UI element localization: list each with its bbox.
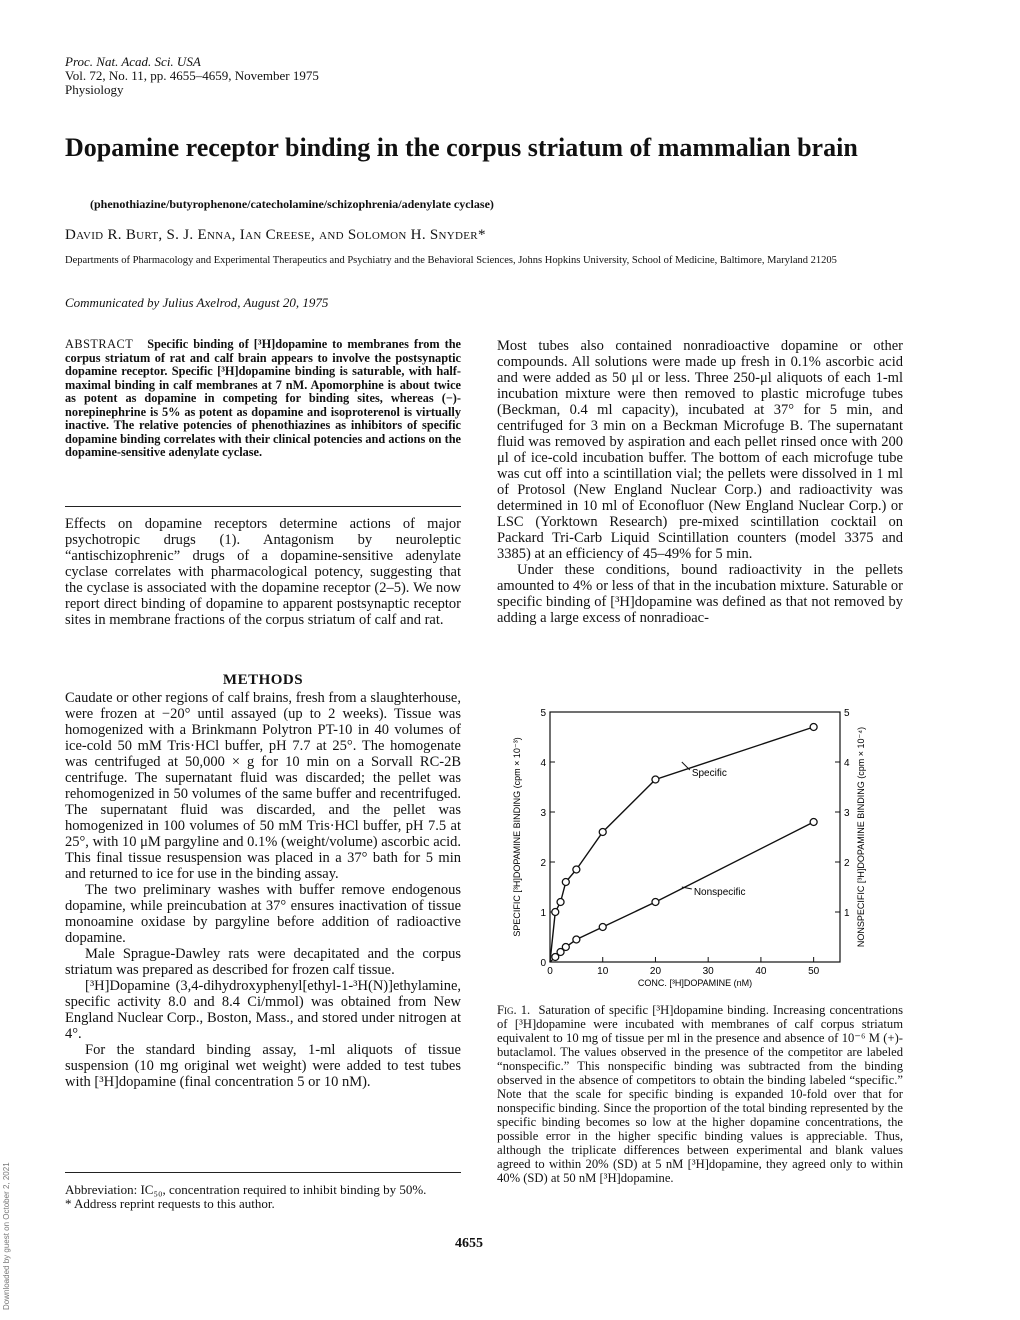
data-point bbox=[599, 924, 606, 931]
x-tick-label: 20 bbox=[649, 966, 662, 977]
methods-paragraph: For the standard binding assay, 1-ml aliquots of tissue suspension (10 mg original wet weight) were added to test tubes with [³H]dopamine (final concentration 5 or 10 nM). bbox=[65, 1042, 461, 1090]
methods-heading: METHODS bbox=[222, 672, 304, 688]
methods-paragraph: Caudate or other regions of calf brains, fresh from a slaughterhouse, were frozen at −20° until assayed (up to 2 weeks). Tissue was homogenized with a Brinkmann Polytron PT-10 in 40 volumes of ice-cold 50 mM Tris·HCl buffer, pH 7.7 at 25°. The homogenate was centrifuged at 50,000 × g for 10 min on a Sorvall RC-2B centrifuge. The supernatant fluid was discarded; the pellet was rehomogenized in 50 volumes of the same buffer and recentrifuged. The supernatant fluid was discarded, and the pellet was homogenized in 100 volumes of 50 mM Tris·HCl buffer, pH 7.5 at 25°, with 10 μM pargyline and 0.1% (weight/volume) ascorbic acid. This final tissue resuspension was placed in a 37° bath for 5 min and returned to ice for use in the binding assay. bbox=[65, 690, 461, 882]
methods-paragraph: The two preliminary washes with buffer remove endogenous dopamine, while preincubation at 37° ensures inactivation of tissue monoamine oxidase by pargyline before addition of radioactive dopamine. bbox=[65, 882, 461, 946]
figure-caption-text: Saturation of specific [³H]dopamine binding. Increasing concentrations of [³H]dopamine were incubated with membranes of calf corpus striatum equivalent to 10 mg of tissue per ml in the presence and absence of 10⁻⁶ M (+)-butaclamol. The values observed in the presence of the competitor are labeled “nonspecific.” This nonspecific binding was subtracted from the binding observed in the absence of competitors to obtain the binding labeled “specific.” Note that the scale for specific binding is expanded 10-fold over that for nonspecific binding. Since the proportion of the total binding represented by the specific binding becomes so low at the higher dopamine concentrations, the possible error in the higher specific binding values is appreciable. Thus, although the triplicate differences between experimental and blank values agreed to within 20% (SD) at 5 nM [³H]dopamine, they agreed only to within 40% (SD) at 50 nM [³H]dopamine. bbox=[497, 1003, 903, 1185]
abstract-divider bbox=[65, 506, 461, 507]
x-tick-label: 40 bbox=[755, 966, 767, 977]
data-point bbox=[652, 899, 659, 906]
abstract-label: ABSTRACT bbox=[65, 337, 134, 351]
y-tick-label-left: 5 bbox=[540, 708, 546, 719]
journal-volume: Vol. 72, No. 11, pp. 4655–4659, November 1975 bbox=[65, 68, 319, 83]
figure-caption bbox=[497, 1003, 903, 1185]
journal-name: Proc. Nat. Acad. Sci. USA bbox=[65, 54, 201, 69]
data-point bbox=[562, 879, 569, 886]
abstract-text: Specific binding of [³H]dopamine to membranes from the corpus striatum of rat and calf brain appears to involve the postsynaptic dopamine receptor. Specific [³H]dopamine binding is saturable, with half-maximal binding in calf membranes at 7 nM. Apomorphine is about twice as potent as dopamine in competing for binding sites, whereas (−)-norepinephrine is 5% as potent as dopamine and isoproterenol is virtually inactive. The relative potencies of phenothiazines as inhibitors of specific dopamine binding correlates with their clinical potencies and actions on the dopamine-sensitive adenylate cyclase. bbox=[65, 337, 461, 459]
data-point bbox=[562, 944, 569, 951]
data-point bbox=[810, 724, 817, 731]
x-tick-label: 10 bbox=[597, 966, 609, 977]
footnote-address: * Address reprint requests to this author. bbox=[65, 1196, 275, 1211]
series-line-nonspecific bbox=[550, 822, 814, 962]
figure-1-chart bbox=[500, 700, 900, 1000]
keywords: (phenothiazine/butyrophenone/catecholamine/schizophrenia/adenylate cyclase) bbox=[90, 197, 494, 211]
sidenote-text: Downloaded by guest on October 2, 2021 bbox=[2, 1162, 11, 1310]
data-point bbox=[573, 936, 580, 943]
y-tick-label-right: 4 bbox=[844, 758, 850, 769]
plot-frame bbox=[550, 712, 840, 962]
y-tick-label-right: 5 bbox=[844, 708, 850, 719]
series-label: Nonspecific bbox=[693, 887, 746, 898]
data-point bbox=[557, 899, 564, 906]
methods-paragraph: [³H]Dopamine (3,4-dihydroxyphenyl[ethyl-1-³H(N)]ethylamine, specific activity 8.0 and 8.4 Ci/mmol) was obtained from New England Nuclear Corp., Boston, Mass., and stored under nitrogen at 4°. bbox=[65, 978, 461, 1042]
y-tick-label-left: 1 bbox=[540, 908, 546, 919]
intro-paragraph: Effects on dopamine receptors determine actions of major psychotropic drugs (1). Antagonism by neuroleptic “antischizophrenic” drugs of a dopamine-sensitive adenylate cyclase correlates with pharmacological potency, suggesting that the cyclase is associated with the dopamine receptor (2–5). We now report direct binding of dopamine to apparent postsynaptic receptor sites in membrane fractions of the corpus striatum of calf and rat. bbox=[65, 516, 461, 628]
x-tick-label: 0 bbox=[547, 966, 553, 977]
y-tick-label-left: 2 bbox=[540, 858, 546, 869]
paper-title: Dopamine receptor binding in the corpus striatum of mammalian brain bbox=[65, 133, 858, 162]
affiliation: Departments of Pharmacology and Experimental Therapeutics and Psychiatry and the Behavioral Sciences, Johns Hopkins University, School of Medicine, Baltimore, Maryland 21205 bbox=[65, 255, 837, 266]
journal-header bbox=[65, 55, 319, 97]
communicated-by: Communicated by Julius Axelrod, August 20, 1975 bbox=[65, 295, 329, 310]
data-point bbox=[573, 866, 580, 873]
authors: David R. Burt, S. J. Enna, Ian Creese, and Solomon H. Snyder* bbox=[65, 227, 486, 243]
x-tick-label: 30 bbox=[702, 966, 714, 977]
methods-section bbox=[65, 690, 461, 1090]
footnote-abbreviation: Abbreviation: IC₅₀, concentration required to inhibit binding by 50%. bbox=[65, 1182, 427, 1197]
introduction bbox=[65, 516, 461, 628]
y-axis-label-right: NONSPECIFIC [³H]DOPAMINE BINDING (cpm × 10⁻⁴) bbox=[856, 726, 866, 948]
download-sidenote bbox=[2, 1162, 22, 1315]
y-tick-label-right: 2 bbox=[844, 858, 850, 869]
series-label: Specific bbox=[691, 768, 727, 779]
journal-section: Physiology bbox=[65, 82, 124, 97]
methods-paragraph: Male Sprague-Dawley rats were decapitated and the corpus striatum was prepared as described for frozen calf tissue. bbox=[65, 946, 461, 978]
x-axis-label: CONC. [³H]DOPAMINE (nM) bbox=[637, 978, 753, 988]
y-axis-label-left: SPECIFIC [³H]DOPAMINE BINDING (cpm × 10⁻³) bbox=[512, 737, 522, 937]
abstract bbox=[65, 338, 461, 460]
data-point bbox=[599, 829, 606, 836]
figure-caption-label: Fig. 1. bbox=[497, 1003, 531, 1017]
page-number: 4655 bbox=[455, 1236, 483, 1251]
data-point bbox=[652, 776, 659, 783]
footnote-divider bbox=[65, 1172, 461, 1173]
y-tick-label-left: 0 bbox=[540, 958, 546, 969]
x-tick-label: 50 bbox=[808, 966, 820, 977]
footnotes bbox=[65, 1183, 461, 1211]
right-paragraph: Under these conditions, bound radioactivity in the pellets amounted to 4% or less of that in the incubation mixture. Saturable or specific binding of [³H]dopamine was defined as that not removed by adding a large excess of nonradioac- bbox=[497, 562, 903, 626]
y-tick-label-left: 4 bbox=[540, 758, 546, 769]
data-point bbox=[810, 819, 817, 826]
right-column-text bbox=[497, 338, 903, 626]
y-tick-label-right: 3 bbox=[844, 808, 850, 819]
y-tick-label-left: 3 bbox=[540, 808, 546, 819]
data-point bbox=[552, 909, 559, 916]
y-tick-label-right: 1 bbox=[844, 908, 850, 919]
right-paragraph: Most tubes also contained nonradioactive dopamine or other compounds. All solutions were made up fresh in 0.1% ascorbic acid and were added as 50 μl or less. Three 250-μl aliquots of each 1-ml incubation mixture were then removed to plastic microfuge tubes (Beckman, 0.4 ml capacity), incubated at 37° for 5 min, and centrifuged for 3 min on a Beckman Microfuge B. The supernatant fluid was removed by aspiration and each pellet rinsed once with 200 μl of ice-cold incubation buffer. The bottom of each microfuge tube was cut off into a scintillation vial; the pellets were dissolved in 1 ml of Protosol (New England Nuclear Corp.) and radioactivity was determined in 10 ml of Econofluor (New England Nuclear Corp.) or LSC (Yorktown Research) pre-mixed scintillation cocktail on Packard Tri-Carb Liquid Scintillation counters (model 3375 and 3385) at an efficiency of 45–49% for 5 min. bbox=[497, 338, 903, 562]
